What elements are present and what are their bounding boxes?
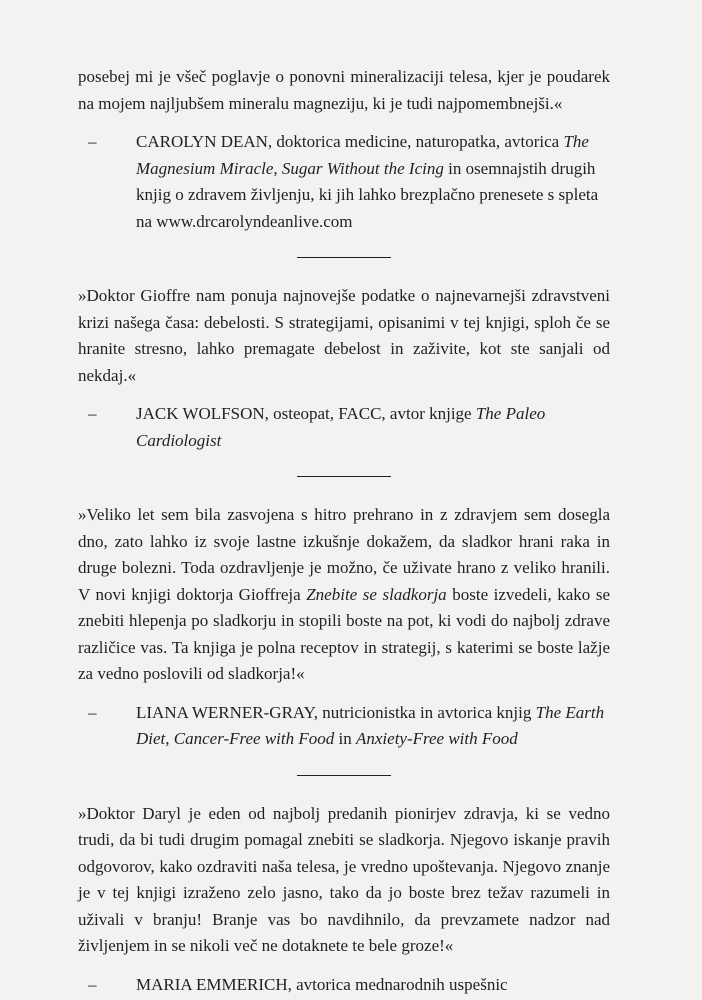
quote-text: boste izvedeli, kako se znebiti hlepenja po sladkorju in stopili boste na pot, ki vodi do najbolj zdrave različice vas. Ta knjiga je polna receptov in strategij, s katerimi se boste lažje za vedno poslovili od sladkorja!« <box>78 584 610 683</box>
attribution-text <box>136 700 610 753</box>
testimonial-quote: »Doktor Gioffre nam ponuja najnovejše podatke o najnevarnejši zdravstveni krizi našega časa: debelosti. S strategijami, opisanimi v tej knjigi, sploh če se hranite stresno, lahko premagate debelost in zaživite, kot ste sanjali od nekdaj.« <box>78 286 610 385</box>
section-divider <box>297 257 391 258</box>
attribution-rest: in osemnajstih drugih knjig o zdravem življenju, ki jih lahko brezplačno prenesete s spleta na www.drcarolyndeanlive.com <box>136 158 599 231</box>
testimonial-attribution <box>78 700 610 753</box>
testimonial-quote: »Doktor Daryl je eden od najbolj predanih pionirjev zdravja, ki se vedno trudi, da bi tudi drugim pomagal znebiti se sladkorja. Njegovo iskanje pravih odgovorov, kako ozdraviti naša telesa, je vredno upoštevanja. Njegovo znanje je v tej knjigi izraženo zelo jasno, tako da jo boste brez težav razumeli in uživali v branju! Branje vas bo navdihnilo, da prevzamete nadzor nad življenjem in se nikoli več ne dotaknete te bele groze!« <box>78 803 610 955</box>
testimonial-attribution <box>78 129 610 235</box>
attribution-text <box>136 401 610 454</box>
attribution-text <box>136 129 610 235</box>
section-divider <box>297 476 391 477</box>
testimonial-quote <box>78 502 610 688</box>
attribution-rest: in <box>334 729 356 748</box>
testimonial-quote: posebej mi je všeč poglavje o ponovni mineralizaciji telesa, kjer je poudarek na mojem najljubšem mineralu magneziju, ki je tudi najpomembnejši.« <box>78 67 610 113</box>
attribution-author: CAROLYN DEAN, doktorica medicine, naturopatka, avtorica <box>136 132 564 151</box>
testimonial-attribution <box>78 401 610 454</box>
attribution-author: LIANA WERNER-GRAY, nutricionistka in avtorica knjig <box>136 702 536 722</box>
book-title: The Magnesium Miracle, Sugar Without the Icing <box>136 132 589 178</box>
book-title: The Earth Diet, Cancer-Free with Food <box>136 702 605 748</box>
book-title: Anxiety-Free with Food <box>356 729 518 748</box>
section-divider <box>297 775 391 776</box>
book-title: The Paleo Cardiologist <box>136 404 546 450</box>
attribution-dash: – <box>88 702 97 722</box>
attribution-author: MARIA EMMERICH, avtorica mednarodnih uspešnic <box>136 974 508 994</box>
attribution-dash: – <box>88 404 97 423</box>
quote-text: »Veliko let sem bila zasvojena s hitro prehrano in z zdravjem sem dosegla dno, zato lahko iz svoje lastne izkušnje dokažem, da sladkor hrani raka in druge bolezni. Toda ozdravljenje je možno, če uživate hrano z veliko hranili. V novi knjigi doktorja Gioffreja <box>78 505 610 604</box>
attribution-dash: – <box>88 132 97 151</box>
attribution-text <box>136 972 610 999</box>
book-title: Znebite se sladkorja <box>306 584 447 604</box>
attribution-author: JACK WOLFSON, osteopat, FACC, avtor knjige <box>136 404 476 423</box>
testimonial-attribution <box>78 972 610 999</box>
attribution-dash: – <box>88 974 97 994</box>
